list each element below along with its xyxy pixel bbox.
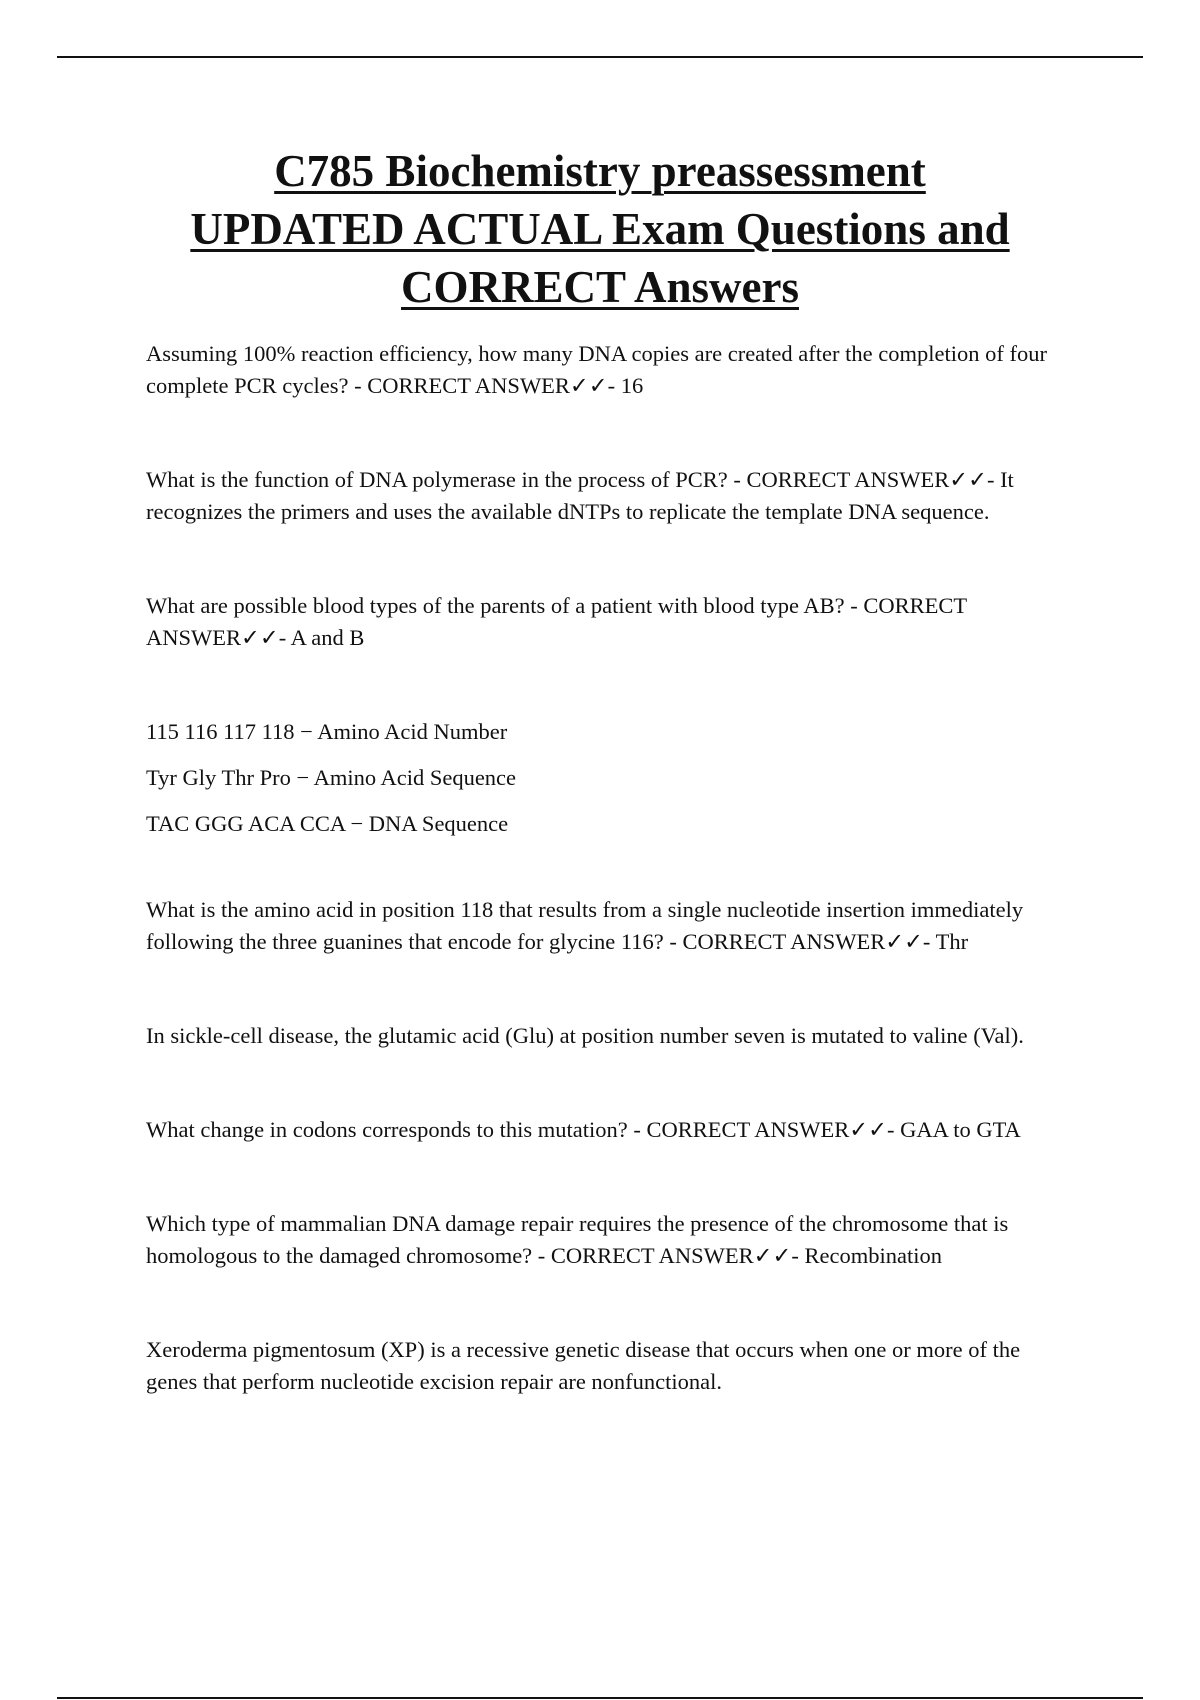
title-line-1: C785 Biochemistry preassessment — [274, 146, 926, 196]
statement-sickle-cell: In sickle-cell disease, the glutamic acid (Glu) at position number seven is mutated to valine (Val). — [146, 1023, 1024, 1048]
title-line-2: UPDATED ACTUAL Exam Questions and — [190, 204, 1010, 254]
document-body — [146, 338, 1066, 1460]
document-title — [80, 142, 1120, 316]
dna-sequence-line: TAC GGG ACA CCA − DNA Sequence — [146, 811, 509, 836]
question-blood-types: What are possible blood types of the parents of a patient with blood type AB? - CORRECT ANSWER✓✓- A and B — [146, 593, 967, 650]
question-dna-repair: Which type of mammalian DNA damage repair requires the presence of the chromosome that is homologous to the damaged chromosome? - CORRECT ANSWER✓✓- Recombination — [146, 1211, 1009, 1268]
question-codon-change: What change in codons corresponds to this mutation? - CORRECT ANSWER✓✓- GAA to GTA — [146, 1117, 1021, 1142]
question-pcr-copies: Assuming 100% reaction efficiency, how many DNA copies are created after the completion of four complete PCR cycles? - CORRECT ANSWER✓✓- 16 — [146, 341, 1047, 398]
amino-acid-number-line: 115 116 117 118 − Amino Acid Number — [146, 719, 508, 744]
amino-acid-sequence-line: Tyr Gly Thr Pro − Amino Acid Sequence — [146, 765, 517, 790]
question-dna-polymerase: What is the function of DNA polymerase in the process of PCR? - CORRECT ANSWER✓✓- It recognizes the primers and uses the available dNTPs to replicate the template DNA sequence. — [146, 467, 1014, 524]
top-divider — [57, 56, 1143, 58]
statement-xeroderma: Xeroderma pigmentosum (XP) is a recessive genetic disease that occurs when one or more of the genes that perform nucleotide excision repair are nonfunctional. — [146, 1337, 1021, 1394]
title-line-3: CORRECT Answers — [401, 262, 799, 312]
question-position-118: What is the amino acid in position 118 that results from a single nucleotide insertion immediately following the three guanines that encode for glycine 116? - CORRECT ANSWER✓✓- Thr — [146, 897, 1024, 954]
bottom-divider — [57, 1697, 1143, 1699]
